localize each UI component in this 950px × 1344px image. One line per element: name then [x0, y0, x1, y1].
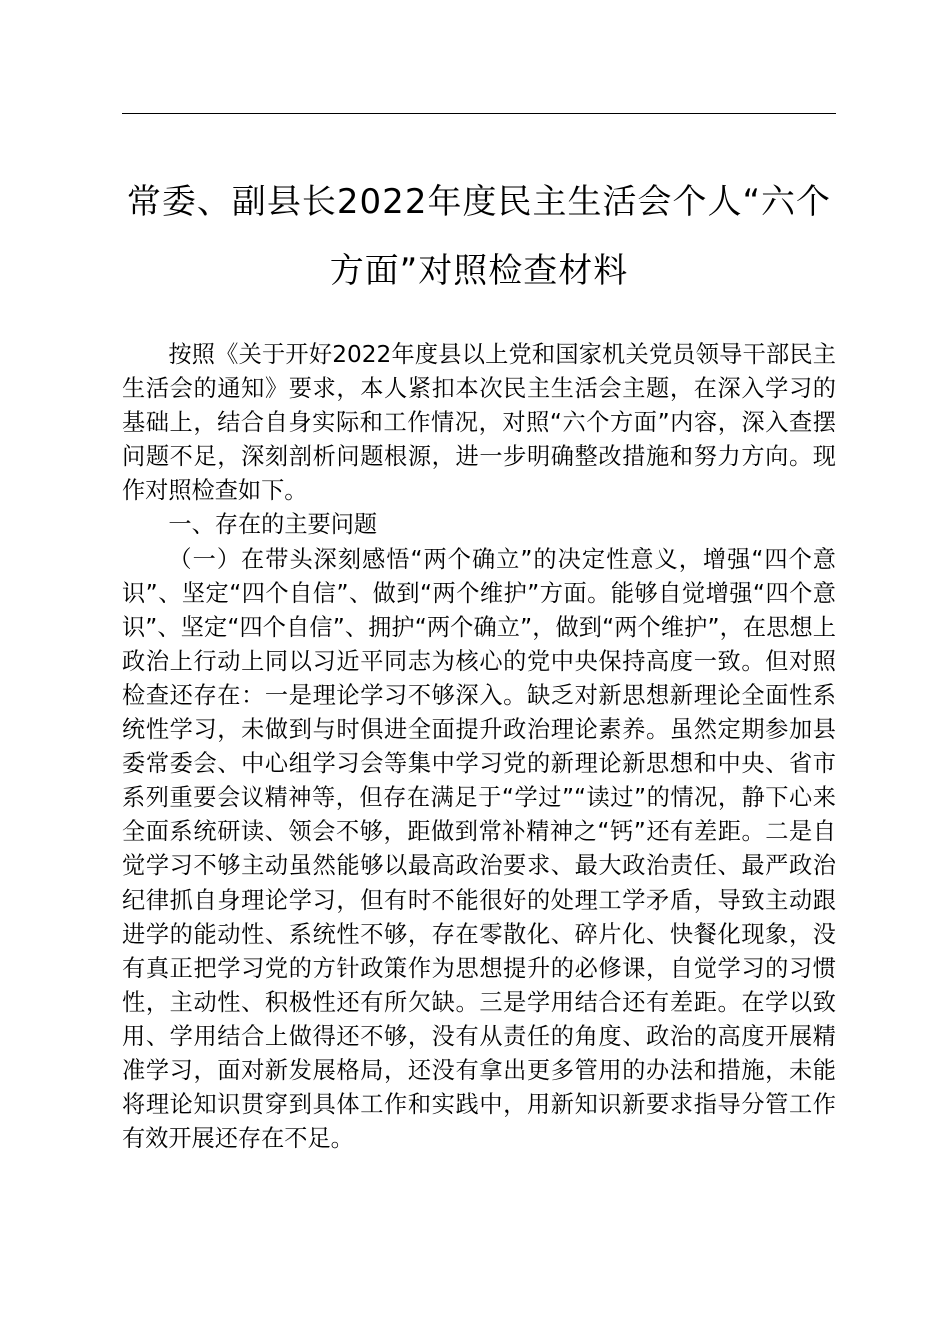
intro-paragraph: 按照《关于开好2022年度县以上党和国家机关党员领导干部民主生活会的通知》要求，本人紧扣本次民主生活会主题，在深入学习的基础上，结合自身实际和工作情况，对照“六个方面”内容，深入查摆问题不足，深刻剖析问题根源，进一步明确整改措施和努力方向。现作对照检查如下。 — [122, 341, 836, 505]
document-title — [122, 168, 836, 306]
title-line-1: 常委、副县长2022年度民主生活会个人“六个 — [126, 182, 832, 222]
section-1-paragraph: （一）在带头深刻感悟“两个确立”的决定性意义，增强“四个意识”、坚定“四个自信”、做到“两个维护”方面。能够自觉增强“四个意识”、坚定“四个自信”、拥护“两个确立”，做到“两个维护”，在思想上政治上行动上同以习近平同志为核心的党中央保持高度一致。但对照检查还存在：一是理论学习不够深入。缺乏对新思想新理论全面性系统性学习，未做到与时俱进全面提升政治理论素养。虽然定期参加县委常委会、中心组学习会等集中学习党的新理论新思想和中央、省市系列重要会议精神等，但存在满足于“学过”“读过”的情况，静下心来全面系统研读、领会不够，距做到常补精神之“钙”还有差距。二是自觉学习不够主动虽然能够以最高政治要求、最大政治责任、最严政治纪律抓自身理论学习，但有时不能很好的处理工学矛盾，导致主动跟进学的能动性、系统性不够，存在零散化、碎片化、快餐化现象，没有真正把学习党的方针政策作为思想提升的必修课，自觉学习的习惯性，主动性、积极性还有所欠缺。三是学用结合还有差距。在学以致用、学用结合上做得还不够，没有从责任的角度、政治的高度开展精准学习，面对新发展格局，还没有拿出更多管用的办法和措施，未能将理论知识贯穿到具体工作和实践中，用新知识新要求指导分管工作有效开展还存在不足。 — [122, 545, 836, 1153]
section-heading: 一、存在的主要问题 — [168, 511, 378, 539]
header-rule — [122, 113, 836, 114]
title-line-2: 方面”对照检查材料 — [329, 251, 629, 291]
document-body — [122, 338, 836, 1156]
